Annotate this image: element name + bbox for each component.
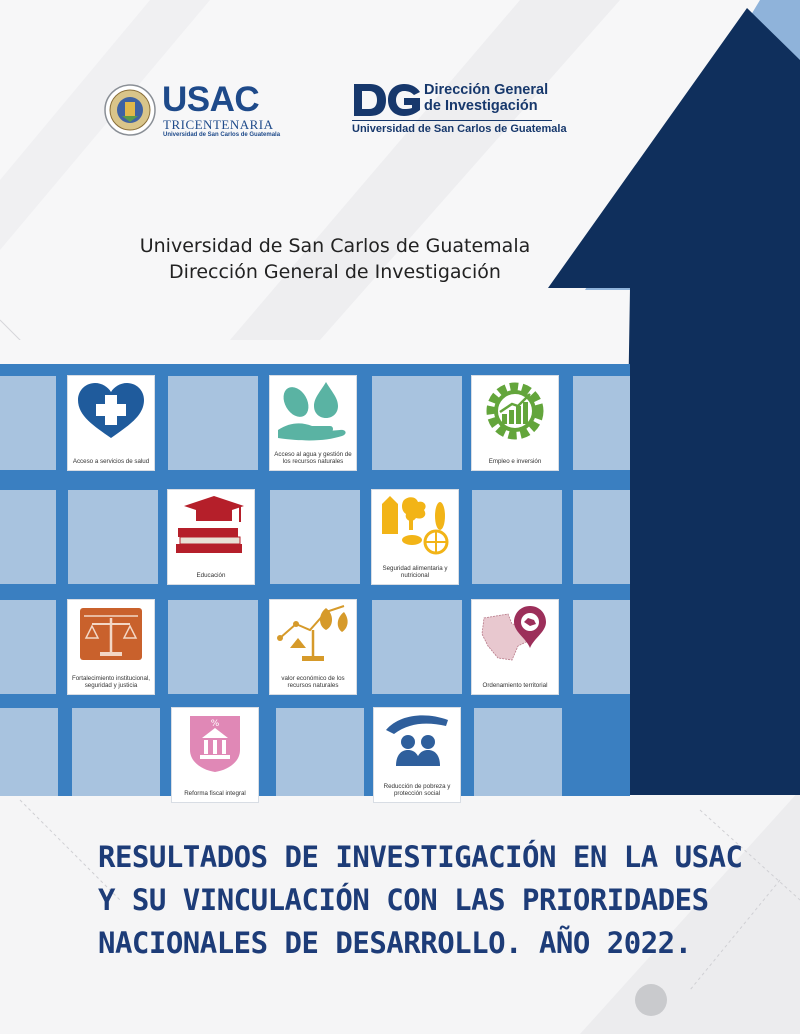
- heart-cross-icon: [74, 380, 148, 442]
- water-hand-icon: [276, 380, 350, 442]
- institution-line2: Dirección General de Investigación: [169, 261, 501, 283]
- priority-tile-water: [270, 376, 356, 470]
- usac-wordmark: USAC: [162, 80, 260, 119]
- dgi-logo: [352, 82, 567, 142]
- priority-tile-poverty-reduction: [374, 708, 460, 802]
- priority-tile-food: [372, 490, 458, 584]
- institution-line1: Universidad de San Carlos de Guatemala: [139, 235, 531, 257]
- priority-label: Ordenamiento territorial: [482, 682, 548, 689]
- dgi-title-line2: de Investigación: [424, 98, 538, 114]
- grid-cell: [168, 376, 258, 470]
- priority-label: Fortalecimiento institucional, seguridad y justicia: [71, 675, 151, 689]
- dgi-title: [424, 82, 564, 114]
- usac-logo: [104, 80, 284, 144]
- priority-label: Seguridad alimentaria y nutricional: [382, 565, 448, 579]
- priorities-grid: [0, 364, 630, 796]
- usac-tricentenaria: TRICENTENARIA: [163, 117, 274, 132]
- priority-tile-natural-resources-value: [270, 600, 356, 694]
- priority-tile-education: [168, 490, 254, 584]
- priority-tile-justice: [68, 600, 154, 694]
- report-title-line1: RESULTADOS DE INVESTIGACIÓN EN LA USAC: [98, 840, 743, 874]
- priority-label: Acceso al agua y gestión de los recursos naturales: [274, 451, 352, 465]
- report-title-line3: NACIONALES DE DESARROLLO. AÑO 2022.: [98, 926, 692, 960]
- graduation-books-icon: [174, 494, 248, 556]
- grid-cell: [276, 708, 364, 796]
- gear-growth-icon: [478, 380, 552, 442]
- grid-cell: [472, 490, 562, 584]
- scale-leaves-icon: [276, 604, 350, 666]
- report-title-line2: Y SU VINCULACIÓN CON LAS PRIORIDADES: [98, 883, 709, 917]
- grid-cell: [474, 708, 562, 796]
- dgi-subtitle: Universidad de San Carlos de Guatemala: [352, 123, 567, 135]
- grid-cell: [0, 708, 58, 796]
- grid-cell: [72, 708, 160, 796]
- grid-cell: [0, 376, 56, 470]
- scales-book-icon: [74, 604, 148, 666]
- dgi-mark-icon: [352, 82, 424, 118]
- priority-label: Empleo e inversión: [488, 458, 542, 465]
- svg-text:%: %: [210, 719, 220, 729]
- grid-cell: [0, 600, 56, 694]
- grid-cell: [168, 600, 258, 694]
- priority-label: Reforma fiscal integral: [184, 790, 246, 797]
- decorative-dot: [635, 984, 667, 1016]
- grid-cell: [573, 376, 630, 470]
- priority-tile-health: [68, 376, 154, 470]
- dgi-divider: [352, 120, 552, 121]
- priority-tile-fiscal-reform: [172, 708, 258, 802]
- grid-cell: [573, 600, 630, 694]
- dgi-title-line1: Dirección General: [424, 82, 549, 98]
- grid-cell: [270, 490, 360, 584]
- priority-label: Educación: [196, 572, 226, 579]
- grid-cell: [372, 600, 462, 694]
- food-icon: [378, 494, 452, 556]
- grid-cell: [372, 376, 462, 470]
- grid-cell: [573, 490, 630, 584]
- priority-label: Reducción de pobreza y protección social: [383, 783, 451, 797]
- usac-tagline: Universidad de San Carlos de Guatemala: [163, 132, 281, 138]
- priority-label: valor económico de los recursos naturales: [281, 675, 345, 689]
- priority-tile-employment: [472, 376, 558, 470]
- priority-label: Acceso a servicios de salud: [72, 458, 150, 465]
- people-hand-icon: [380, 712, 454, 774]
- map-pin-icon: [478, 604, 552, 666]
- priority-tile-territorial: [472, 600, 558, 694]
- grid-cell: [0, 490, 56, 584]
- institution-heading: [110, 233, 560, 285]
- report-title: [98, 836, 758, 965]
- usac-seal-icon: [104, 84, 156, 136]
- tax-building-icon: [178, 712, 252, 774]
- grid-cell: [68, 490, 158, 584]
